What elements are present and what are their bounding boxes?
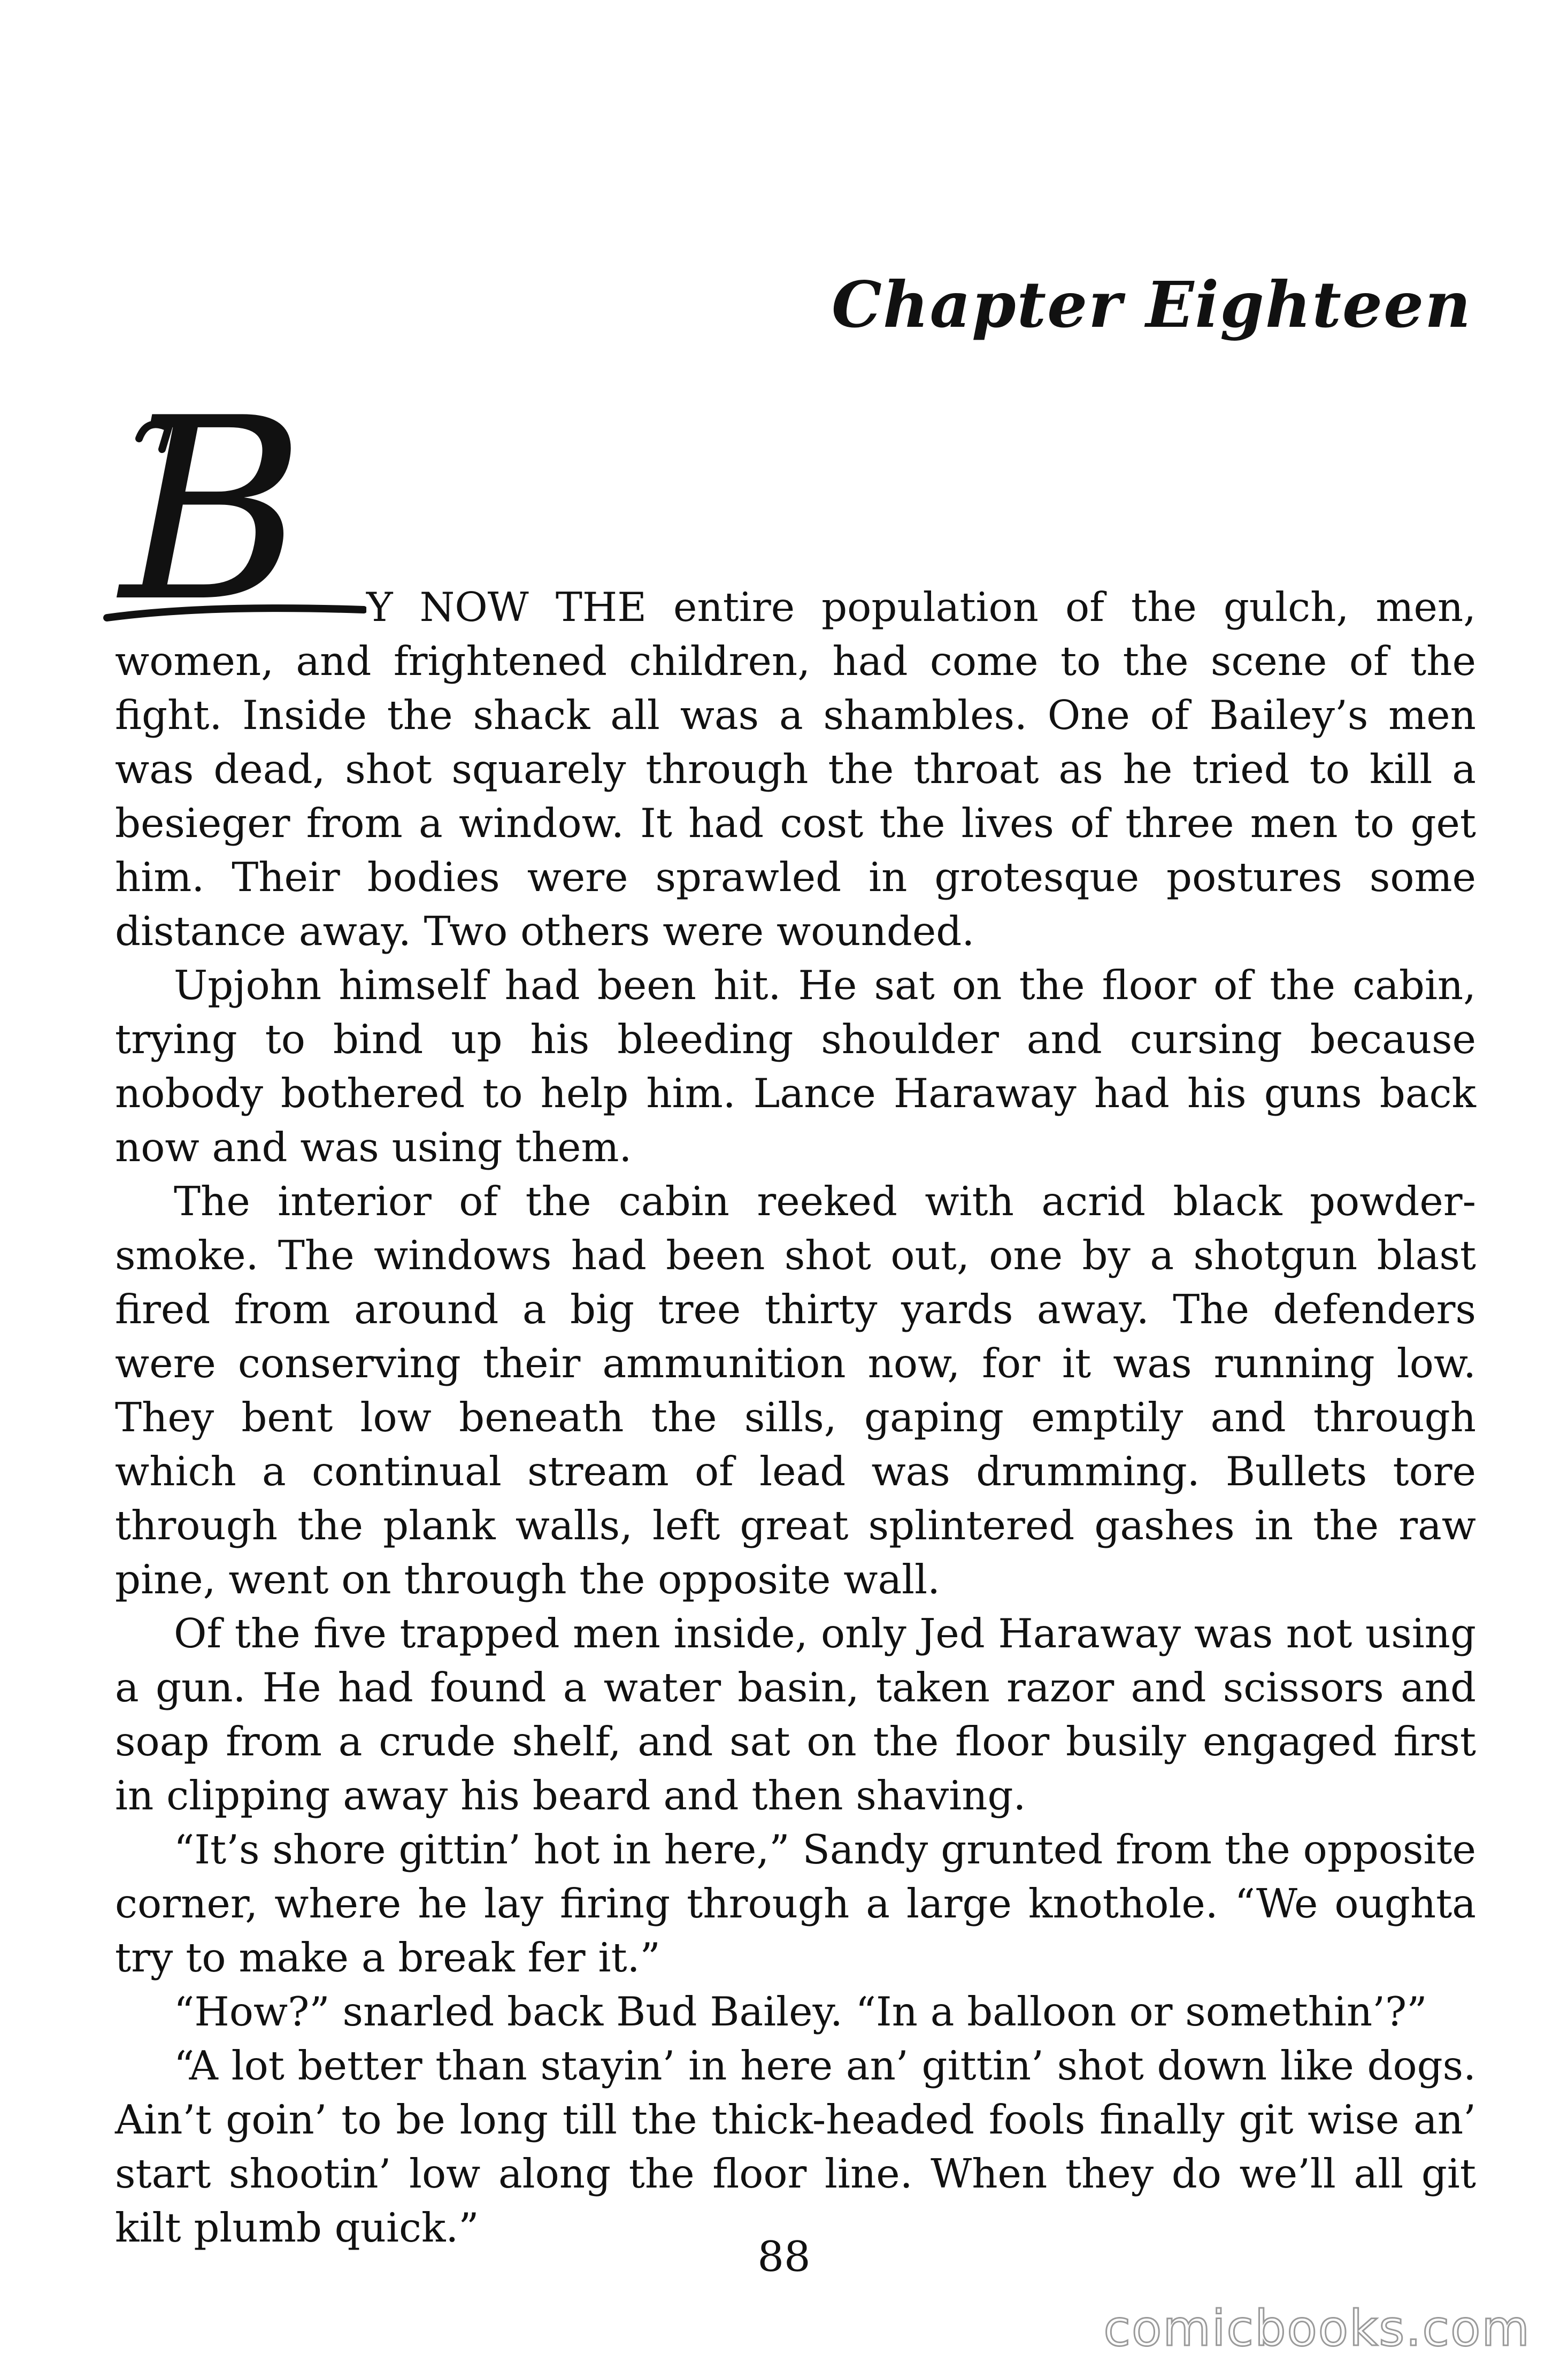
page-number: 88: [757, 2233, 811, 2281]
watermark: comicbooks.com: [1103, 2300, 1531, 2357]
drop-cap-letter: B: [120, 364, 305, 657]
paragraph: “It’s shore gittin’ hot in here,” Sandy grunted from the opposite corner, where he lay firing through a large knothole. “We oughta try to make a break fer it.”: [115, 1826, 1476, 1981]
paragraph: Of the five trapped men inside, only Jed Haraway was not using a gun. He had found a water basin, taken razor and scissors and soap from a crude shelf, and sat on the floor busily engaged first in clipping away his beard and then shaving.: [115, 1610, 1476, 1819]
paragraph: “A lot better than stayin’ in here an’ gittin’ shot down like dogs. Ain’t goin’ to be long till the thick-headed fools finally git wise an’ start shootin’ low along the floor line. When they do we’ll all git kilt plumb quick.”: [115, 2042, 1476, 2251]
body-text: [115, 580, 1476, 2255]
paragraph-text: Y NOW THE entire population of the gulch, men, women, and frightened children, had come to the scene of the fight. Inside the shack all was a shambles. One of Bailey’s men was dead, shot squarely through the throat as he tried to kill a besieger from a window. It had cost the lives of three men to get him. Their bodies were sprawled in grotesque postures some distance away. Two others were wounded.: [115, 584, 1476, 955]
paragraph: The interior of the cabin reeked with acrid black powder-smoke. The windows had been shot out, one by a shotgun blast fired from around a big tree thirty yards away. The defenders were conserving their ammunition now, for it was running low. They bent low beneath the sills, gaping emptily and through which a continual stream of lead was drumming. Bullets tore through the plank walls, left great splintered gashes in the raw pine, went on through the opposite wall.: [115, 1178, 1476, 1603]
paragraph: [115, 580, 1476, 958]
paragraph: Upjohn himself had been hit. He sat on the floor of the cabin, trying to bind up his bleeding shoulder and cursing because nobody bothered to help him. Lance Haraway had his guns back now and was using them.: [115, 962, 1476, 1171]
paragraph: “How?” snarled back Bud Bailey. “In a balloon or somethin’?”: [174, 1988, 1427, 2035]
chapter-heading: Chapter Eighteen: [831, 267, 1472, 342]
